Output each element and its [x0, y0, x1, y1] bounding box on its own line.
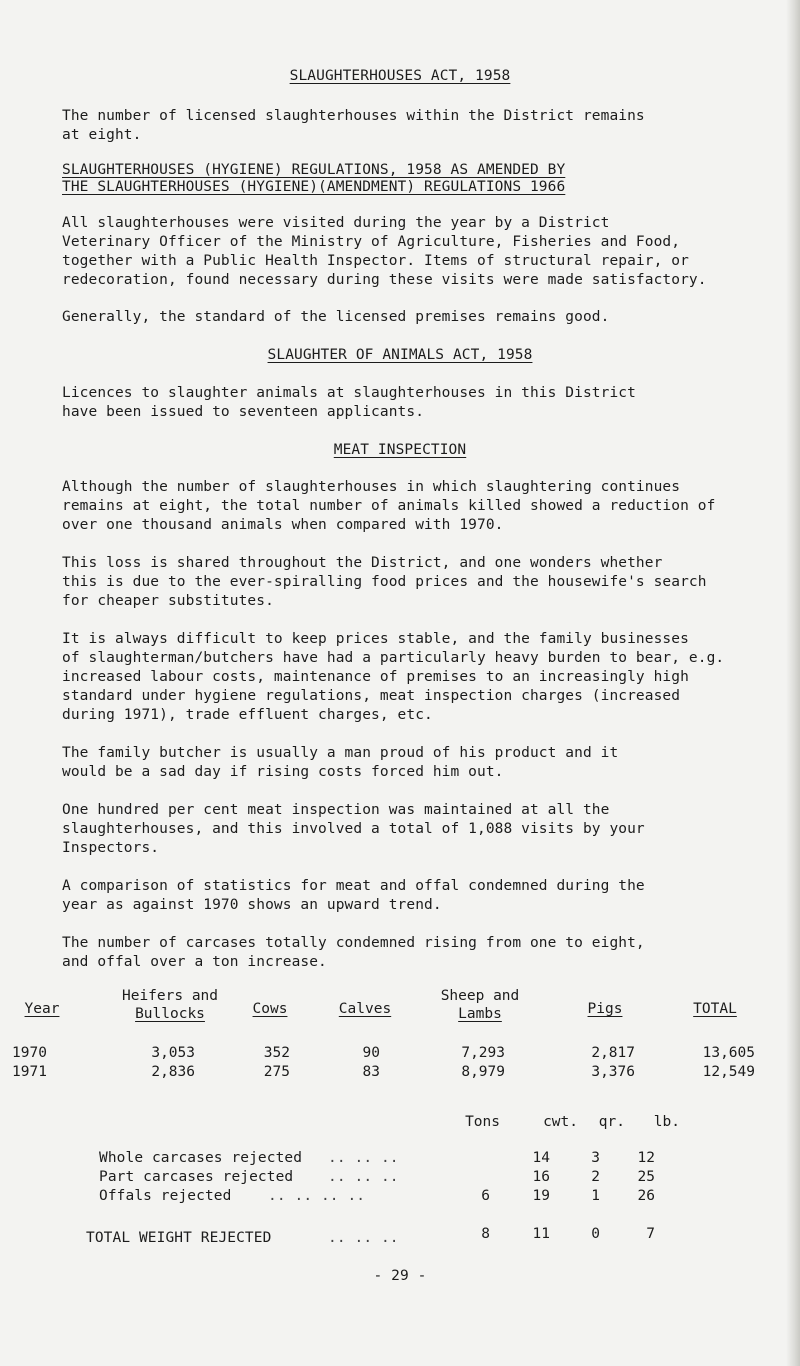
heading-regulations-line-2: THE SLAUGHTERHOUSES (HYGIENE)(AMENDMENT) REGULATIONS 1966	[62, 179, 566, 195]
para-visited-line-4: redecoration, found necessary during these visits were made satisfactory.	[62, 272, 707, 288]
page-edge-shadow	[786, 0, 800, 1366]
para-carcases-line-1: The number of carcases totally condemned rising from one to eight,	[62, 935, 645, 951]
header-calves: Calves	[338, 1001, 392, 1017]
cell-pigs: 2,817	[591, 1045, 635, 1061]
para-family-line-1: The family butcher is usually a man proud of his product and it	[62, 745, 619, 761]
para-difficult-line-5: during 1971), trade effluent charges, etc.	[62, 707, 433, 723]
header-sheep-line-2: Lambs	[458, 1006, 502, 1022]
row-label: Offals rejected	[99, 1188, 232, 1204]
para-hundred-line-3: Inspectors.	[62, 840, 160, 856]
cell-calves: 90	[362, 1045, 380, 1061]
para-licensed-line-2: at eight.	[62, 127, 142, 143]
para-generally: Generally, the standard of the licensed premises remains good.	[62, 309, 610, 325]
cell-lb: 26	[637, 1188, 655, 1204]
row-label: Part carcases rejected	[99, 1169, 294, 1185]
para-hundred-line-2: slaughterhouses, and this involved a total of 1,088 visits by your	[62, 821, 645, 837]
cell-qr: 3	[591, 1150, 600, 1166]
para-licences-line-2: have been issued to seventeen applicants.	[62, 404, 425, 420]
cell-cwt: 11	[532, 1226, 550, 1242]
cell-lb: 12	[637, 1150, 655, 1166]
para-visited-line-1: All slaughterhouses were visited during the year by a District	[62, 215, 610, 231]
cell-tons: 6	[481, 1188, 490, 1204]
cell-lb: 25	[637, 1169, 655, 1185]
para-difficult-line-4: standard under hygiene regulations, meat inspection charges (increased	[62, 688, 681, 704]
header-total: TOTAL	[693, 1001, 737, 1017]
header-tons: Tons	[465, 1114, 500, 1130]
para-carcases-line-2: and offal over a ton increase.	[62, 954, 327, 970]
para-difficult-line-2: of slaughterman/butchers have had a particularly heavy burden to bear, e.g.	[62, 650, 725, 666]
cell-total: 12,549	[702, 1064, 755, 1080]
header-sheep-line-1: Sheep and	[440, 988, 520, 1004]
cell-cwt: 14	[532, 1150, 550, 1166]
leader-dots: .. .. ..	[328, 1230, 399, 1246]
leader-dots: .. .. .. ..	[268, 1188, 366, 1204]
cell-year: 1970	[12, 1045, 47, 1061]
heading-meat-inspection: MEAT INSPECTION	[333, 442, 467, 458]
para-although-line-3: over one thousand animals when compared with 1970.	[62, 517, 504, 533]
total-label: TOTAL WEIGHT REJECTED	[86, 1230, 272, 1246]
cell-year: 1971	[12, 1064, 47, 1080]
header-heifers-line-2: Bullocks	[135, 1006, 205, 1022]
para-loss-line-1: This loss is shared throughout the District, and one wonders whether	[62, 555, 663, 571]
para-difficult-line-3: increased labour costs, maintenance of premises to an increasingly high	[62, 669, 689, 685]
para-visited-line-3: together with a Public Health Inspector. Items of structural repair, or	[62, 253, 689, 269]
header-pigs: Pigs	[587, 1001, 623, 1017]
leader-dots: .. .. ..	[328, 1150, 399, 1166]
cell-qr: 2	[591, 1169, 600, 1185]
para-licences-line-1: Licences to slaughter animals at slaughterhouses in this District	[62, 385, 636, 401]
para-although-line-2: remains at eight, the total number of animals killed showed a reduction of	[62, 498, 716, 514]
heading-regulations-line-1: SLAUGHTERHOUSES (HYGIENE) REGULATIONS, 1958 AS AMENDED BY	[62, 162, 566, 178]
cell-tons: 8	[481, 1226, 490, 1242]
heading-slaughterhouses-act: SLAUGHTERHOUSES ACT, 1958	[289, 68, 511, 84]
cell-lb: 7	[646, 1226, 655, 1242]
header-cows: Cows	[252, 1001, 288, 1017]
cell-cows: 275	[263, 1064, 290, 1080]
cell-sheep: 7,293	[461, 1045, 505, 1061]
cell-total: 13,605	[702, 1045, 755, 1061]
para-comparison-line-1: A comparison of statistics for meat and offal condemned during the	[62, 878, 645, 894]
header-year: Year	[24, 1001, 60, 1017]
cell-qr: 1	[591, 1188, 600, 1204]
heading-animals-act: SLAUGHTER OF ANIMALS ACT, 1958	[267, 347, 533, 363]
header-cwt: cwt.	[543, 1114, 578, 1130]
header-heifers-line-1: Heifers and	[121, 988, 219, 1004]
para-loss-line-2: this is due to the ever-spiralling food prices and the housewife's search	[62, 574, 707, 590]
leader-dots: .. .. ..	[328, 1169, 399, 1185]
cell-cows: 352	[263, 1045, 290, 1061]
cell-cwt: 19	[532, 1188, 550, 1204]
header-qr: qr.	[598, 1114, 625, 1130]
cell-heifers: 3,053	[151, 1045, 195, 1061]
row-label: Whole carcases rejected	[99, 1150, 303, 1166]
cell-calves: 83	[362, 1064, 380, 1080]
cell-qr: 0	[591, 1226, 600, 1242]
cell-sheep: 8,979	[461, 1064, 505, 1080]
para-licensed-line-1: The number of licensed slaughterhouses within the District remains	[62, 108, 645, 124]
para-hundred-line-1: One hundred per cent meat inspection was maintained at all the	[62, 802, 610, 818]
para-visited-line-2: Veterinary Officer of the Ministry of Agriculture, Fisheries and Food,	[62, 234, 681, 250]
cell-pigs: 3,376	[591, 1064, 635, 1080]
para-loss-line-3: for cheaper substitutes.	[62, 593, 274, 609]
cell-cwt: 16	[532, 1169, 550, 1185]
para-difficult-line-1: It is always difficult to keep prices stable, and the family businesses	[62, 631, 689, 647]
header-lb: lb.	[653, 1114, 680, 1130]
page-number: - 29 -	[373, 1268, 427, 1284]
para-comparison-line-2: year as against 1970 shows an upward trend.	[62, 897, 442, 913]
para-although-line-1: Although the number of slaughterhouses in which slaughtering continues	[62, 479, 681, 495]
cell-heifers: 2,836	[151, 1064, 195, 1080]
para-family-line-2: would be a sad day if rising costs forced him out.	[62, 764, 504, 780]
